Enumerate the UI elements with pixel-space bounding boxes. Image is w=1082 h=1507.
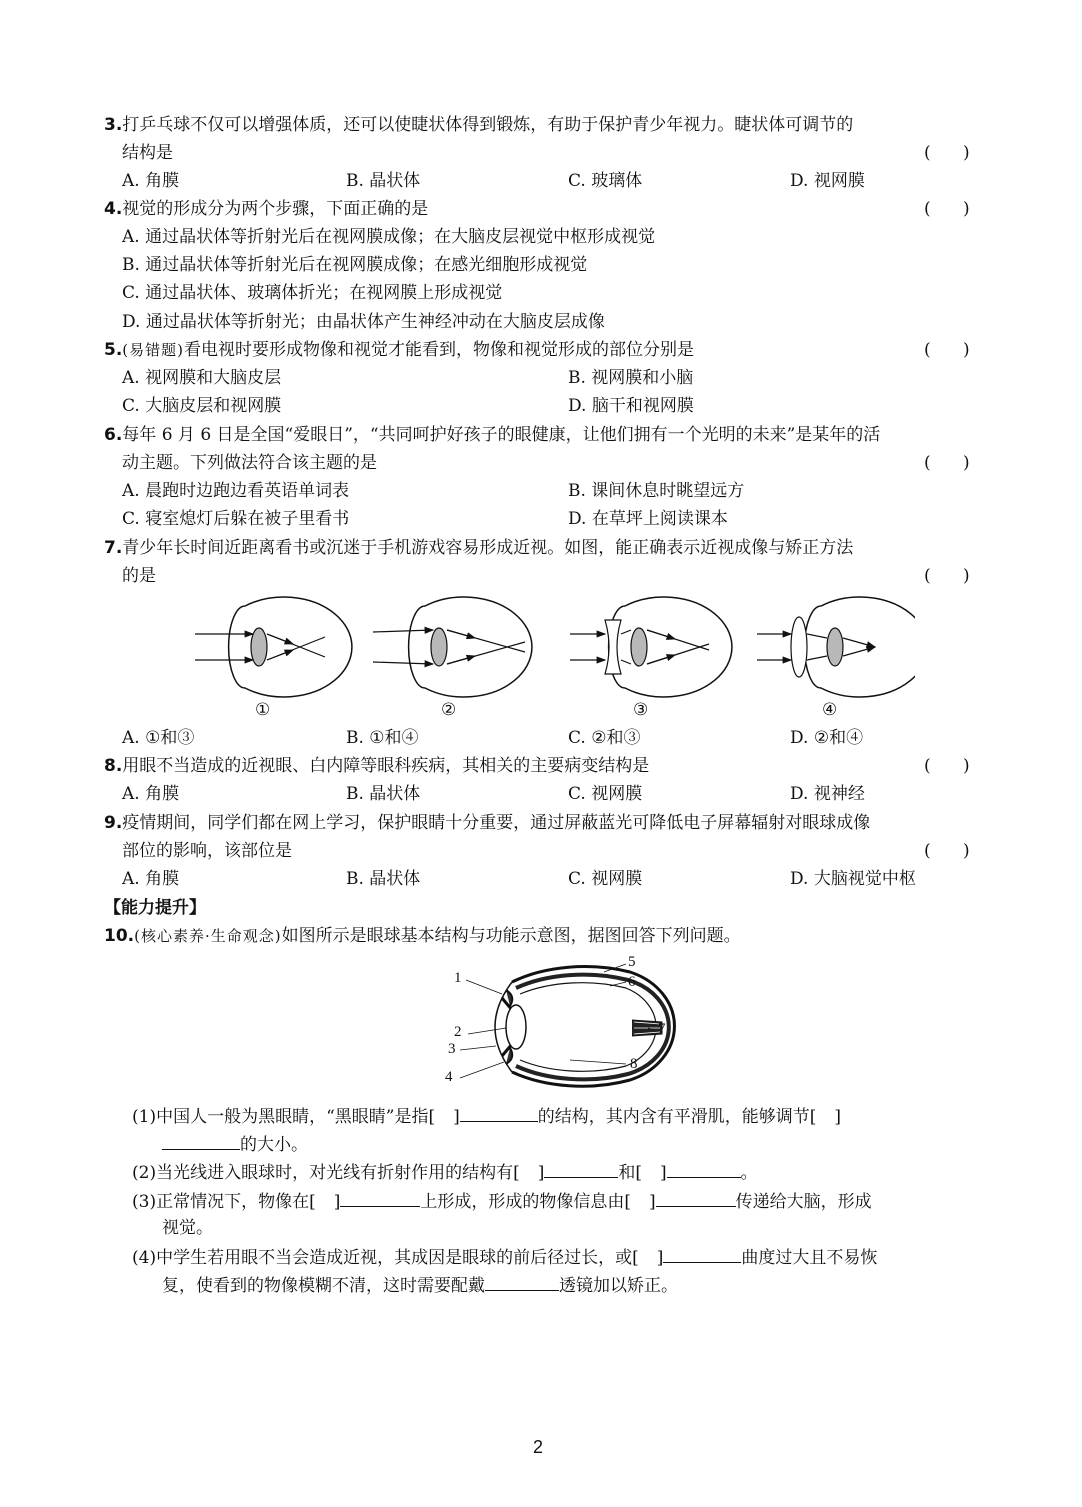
diagram-label-6: 6 [628, 974, 636, 990]
diagram-label-7: 7 [658, 1021, 666, 1037]
q10-stem: 10.(核心素养·生命观念)如图所示是眼球基本结构与功能示意图，据图回答下列问题。 [104, 926, 741, 946]
q7-option-a: A. ①和③ [122, 728, 195, 748]
diagram-label-3: 3 [448, 1041, 456, 1057]
q10-sub2-blank1[interactable] [544, 1160, 618, 1178]
diagram-label-8: 8 [630, 1056, 638, 1072]
eye-figure-1 [195, 597, 352, 697]
q10-sub3-blank1[interactable] [340, 1189, 420, 1207]
q10-sub1-line1: (1)中国人一般为黑眼睛，“黑眼睛”是指[ ] 的结构，其内含有平滑肌，能够调节[ ] [132, 1104, 841, 1128]
q5-stem: 5.(易错题)看电视时要形成物像和视觉才能看到，物像和视觉形成的部位分别是 [104, 340, 695, 360]
q9-line1: 9.疫情期间，同学们都在网上学习，保护眼睛十分重要，通过屏蔽蓝光可降低电子屏幕辐射对眼球成像 [104, 813, 871, 833]
diagram-label-2: 2 [454, 1024, 462, 1040]
q7-option-b: B. ①和④ [346, 728, 419, 748]
q3-line2: 结构是 [122, 143, 173, 163]
diagram-label-5: 5 [628, 954, 636, 970]
q3-line1: 3.打乒乓球不仅可以增强体质，还可以使睫状体得到锻炼，有助于保护青少年视力。睫状体可调节的 [104, 115, 854, 135]
fig-label-1: ① [255, 700, 271, 719]
q6-answer-paren: ( ) [924, 453, 970, 473]
q3-option-a: A. 角膜 [122, 171, 180, 191]
q9-option-a: A. 角膜 [122, 869, 180, 889]
q9-option-d: D. 大脑视觉中枢 [790, 869, 916, 889]
eye-figure-3 [570, 597, 732, 697]
q5-option-c: C. 大脑皮层和视网膜 [122, 396, 282, 416]
eye-figure-4 [757, 597, 915, 697]
q7-line1: 7.青少年长时间近距离看书或沉迷于手机游戏容易形成近视。如图，能正确表示近视成像与矫正方法 [104, 538, 854, 558]
q9-option-c: C. 视网膜 [568, 869, 643, 889]
q6-line1: 6.每年 6 月 6 日是全国“爱眼日”，“共同呵护好孩子的眼健康，让他们拥有一个光明的未来”是某年的活 [104, 425, 881, 445]
q10-sub3-line2: 视觉。 [162, 1218, 213, 1238]
q5-option-d: D. 脑干和视网膜 [568, 396, 694, 416]
q10-sub4-blank1[interactable] [663, 1245, 741, 1263]
q6-option-b: B. 课间休息时眺望远方 [568, 481, 745, 501]
q10-sub3-blank2[interactable] [656, 1189, 736, 1207]
q7-line2: 的是 [122, 566, 156, 586]
q10-sub1-line2: 的大小。 [162, 1132, 308, 1156]
q8-option-b: B. 晶状体 [346, 784, 421, 804]
q7-option-c: C. ②和③ [568, 728, 641, 748]
q5-answer-paren: ( ) [924, 340, 970, 360]
q10-sub4-blank2[interactable] [485, 1273, 559, 1291]
q8-answer-paren: ( ) [924, 756, 970, 776]
q4-answer-paren: ( ) [924, 199, 970, 219]
q4-option-d: D. 通过晶状体等折射光；由晶状体产生神经冲动在大脑皮层成像 [122, 312, 605, 332]
q6-option-a: A. 晨跑时边跑边看英语单词表 [122, 481, 350, 501]
diagram-label-4: 4 [445, 1069, 453, 1085]
eyeball-structure-diagram [440, 950, 680, 1090]
q8-option-a: A. 角膜 [122, 784, 180, 804]
eye-figure-2 [373, 597, 532, 697]
q3-option-c: C. 玻璃体 [568, 171, 643, 191]
fig-label-2: ② [441, 700, 457, 719]
q9-line2: 部位的影响，该部位是 [122, 841, 292, 861]
q7-answer-paren: ( ) [924, 566, 970, 586]
q8-option-d: D. 视神经 [790, 784, 865, 804]
q6-line2: 动主题。下列做法符合该主题的是 [122, 453, 377, 473]
diagram-label-1: 1 [454, 970, 462, 986]
q10-sub2-line: (2)当光线进入眼球时，对光线有折射作用的结构有[ ] 和[ ] 。 [132, 1160, 758, 1184]
q10-sub1-blank1[interactable] [460, 1104, 538, 1122]
q4-option-b: B. 通过晶状体等折射光后在视网膜成像；在感光细胞形成视觉 [122, 255, 588, 275]
q6-option-d: D. 在草坪上阅读课本 [568, 509, 728, 529]
q10-sub1-blank2[interactable] [162, 1132, 240, 1150]
q10-sub4-line2: 复，使看到的物像模糊不清，这时需要配戴 透镜加以矫正。 [162, 1273, 678, 1297]
q10-sub2-blank2[interactable] [667, 1160, 741, 1178]
q10-sub3-line1: (3)正常情况下，物像在[ ] 上形成，形成的物像信息由[ ] 传递给大脑，形成 [132, 1189, 872, 1213]
q8-stem: 8.用眼不当造成的近视眼、白内障等眼科疾病，其相关的主要病变结构是 [104, 756, 650, 776]
q6-option-c: C. 寝室熄灯后躲在被子里看书 [122, 509, 350, 529]
fig-label-4: ④ [822, 700, 838, 719]
q3-answer-paren: ( ) [924, 143, 970, 163]
q3-option-d: D. 视网膜 [790, 171, 865, 191]
fig-label-3: ③ [633, 700, 649, 719]
q7-eye-figures [185, 592, 915, 720]
q3-option-b: B. 晶状体 [346, 171, 421, 191]
q7-option-d: D. ②和④ [790, 728, 864, 748]
q4-option-a: A. 通过晶状体等折射光后在视网膜成像；在大脑皮层视觉中枢形成视觉 [122, 227, 656, 247]
q5-option-b: B. 视网膜和小脑 [568, 368, 694, 388]
section-title: 【能力提升】 [104, 898, 206, 918]
q9-option-b: B. 晶状体 [346, 869, 421, 889]
q8-option-c: C. 视网膜 [568, 784, 643, 804]
q4-option-c: C. 通过晶状体、玻璃体折光；在视网膜上形成视觉 [122, 283, 503, 303]
q10-sub4-line1: (4)中学生若用眼不当会造成近视，其成因是眼球的前后径过长，或[ ] 曲度过大且不易恢 [132, 1245, 877, 1269]
page-number: 2 [533, 1437, 544, 1457]
q9-answer-paren: ( ) [924, 841, 970, 861]
q5-option-a: A. 视网膜和大脑皮层 [122, 368, 282, 388]
q4-stem: 4.视觉的形成分为两个步骤，下面正确的是 [104, 199, 429, 219]
